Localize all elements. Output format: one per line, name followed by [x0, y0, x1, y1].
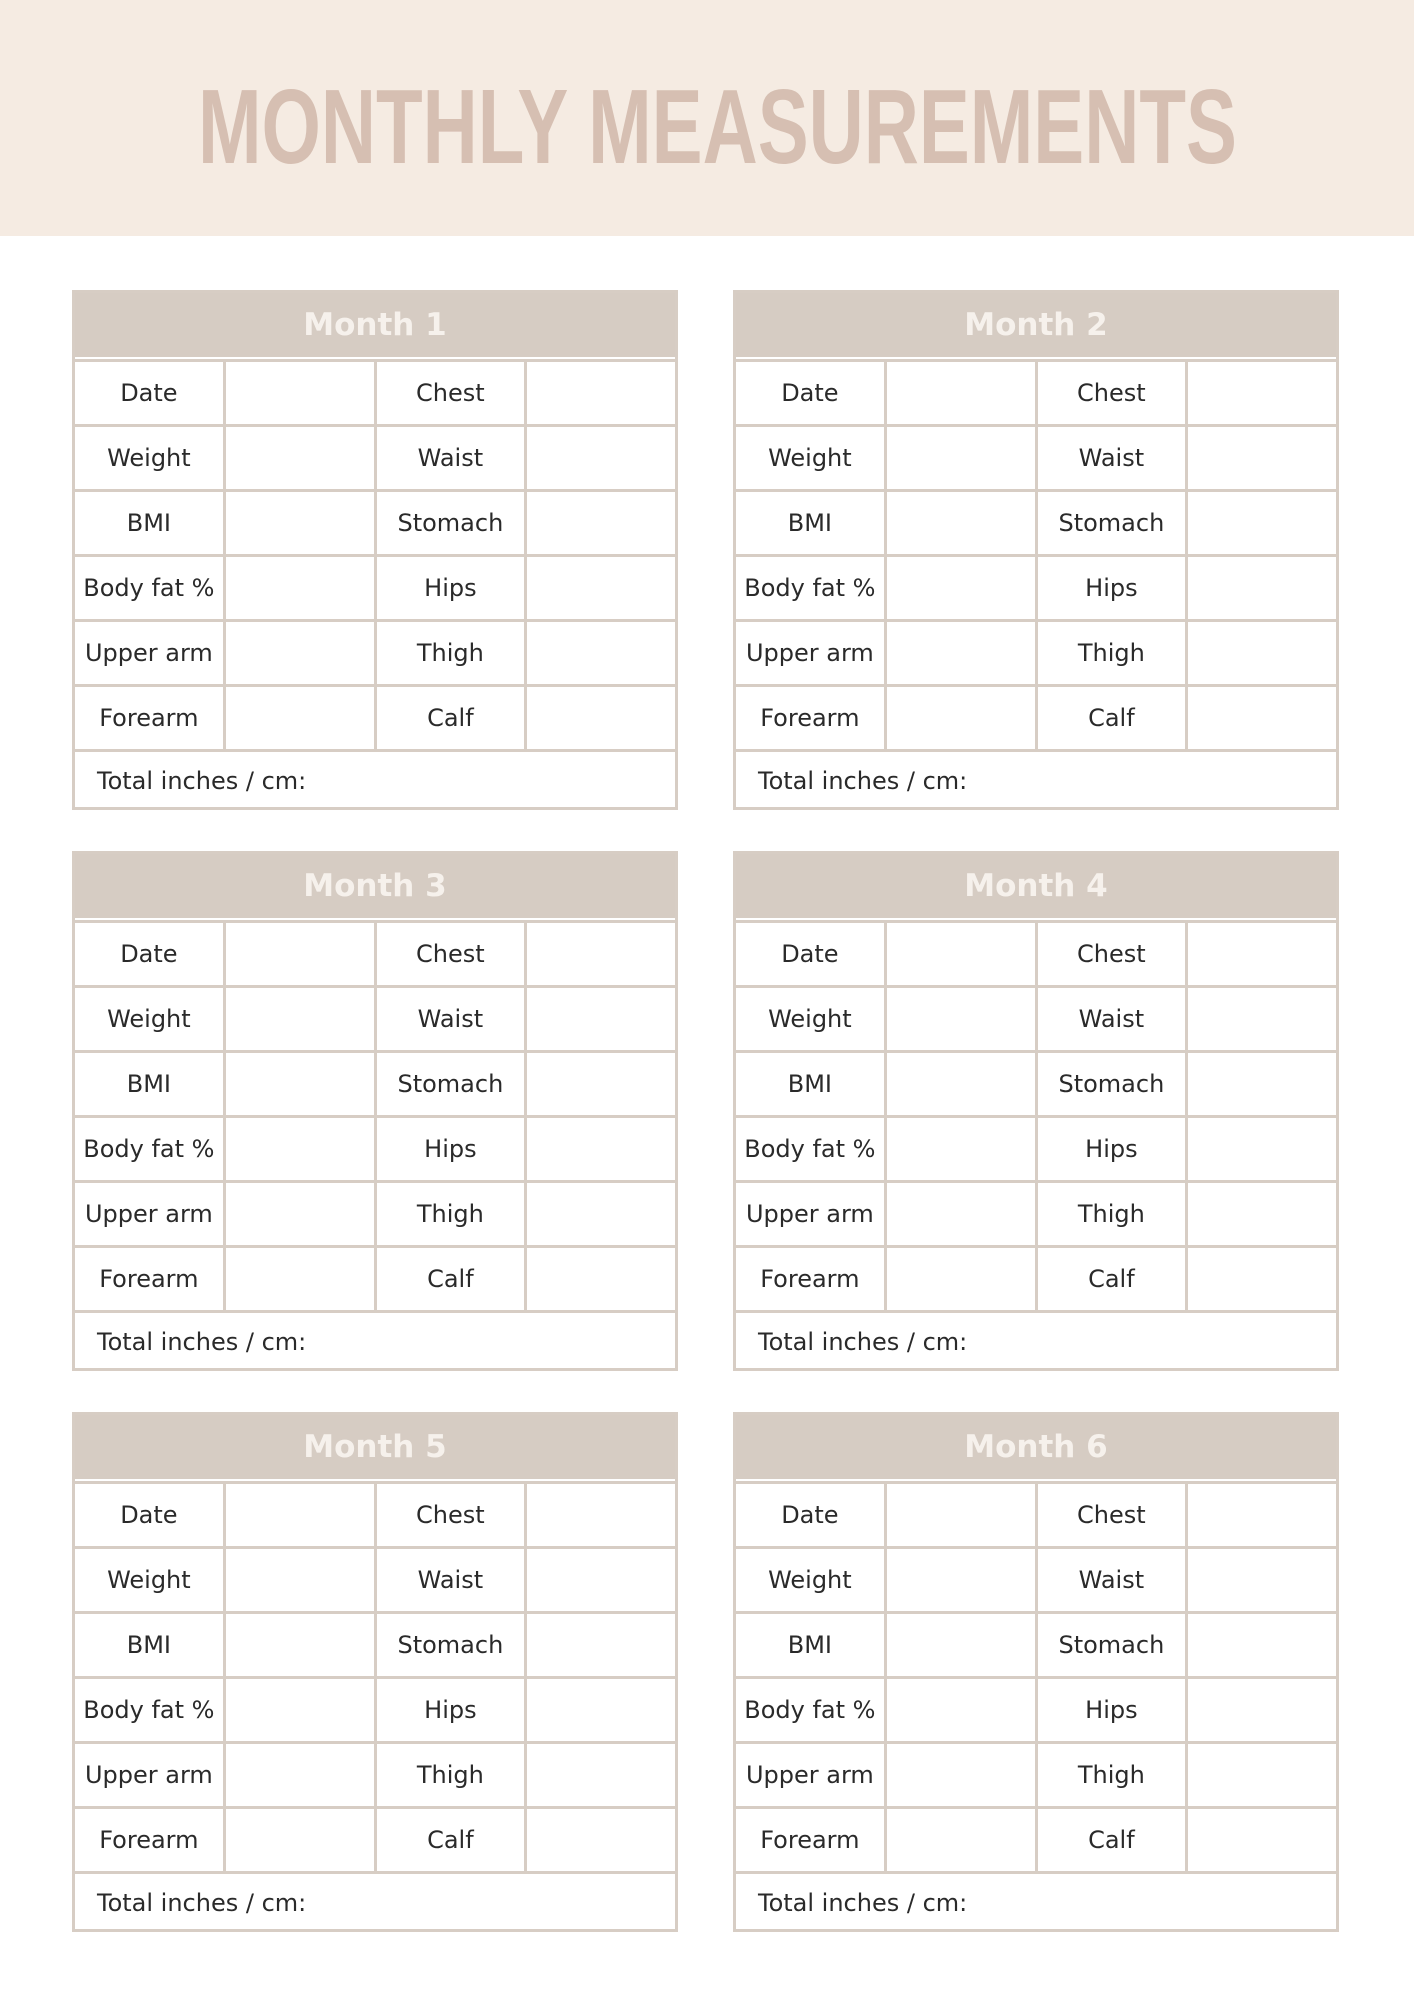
measurement-label: Forearm	[75, 687, 223, 749]
measurement-value-field[interactable]	[527, 1549, 675, 1611]
measurement-label: Thigh	[1038, 622, 1186, 684]
measurement-label: Waist	[377, 988, 525, 1050]
measurement-label: Calf	[1038, 687, 1186, 749]
measurement-label: Date	[736, 1484, 884, 1546]
measurement-value-field[interactable]	[226, 1809, 374, 1871]
measurement-value-field[interactable]	[226, 1549, 374, 1611]
measurement-value-field[interactable]	[527, 1118, 675, 1180]
measurement-label: Weight	[736, 1549, 884, 1611]
measurement-label: Stomach	[1038, 492, 1186, 554]
month-title: Month 2	[736, 293, 1336, 357]
measurement-label: Waist	[1038, 427, 1186, 489]
month-title: Month 4	[736, 854, 1336, 918]
measurement-value-field[interactable]	[226, 687, 374, 749]
measurement-value-field[interactable]	[887, 923, 1035, 985]
measurement-value-field[interactable]	[1188, 362, 1336, 424]
measurement-label: Stomach	[377, 1053, 525, 1115]
measurement-label: Chest	[377, 923, 525, 985]
measurement-value-field[interactable]	[1188, 1809, 1336, 1871]
measurement-label: Thigh	[377, 1183, 525, 1245]
measurement-label: BMI	[736, 492, 884, 554]
measurement-label: Body fat %	[75, 1679, 223, 1741]
measurement-value-field[interactable]	[887, 1183, 1035, 1245]
measurement-grid	[736, 1481, 1336, 1871]
measurement-value-field[interactable]	[1188, 1183, 1336, 1245]
measurement-value-field[interactable]	[887, 988, 1035, 1050]
measurement-label: Stomach	[1038, 1614, 1186, 1676]
measurement-label: Forearm	[736, 687, 884, 749]
measurement-value-field[interactable]	[527, 687, 675, 749]
measurement-value-field[interactable]	[887, 1248, 1035, 1310]
measurement-label: Hips	[377, 1118, 525, 1180]
measurement-value-field[interactable]	[226, 923, 374, 985]
measurement-value-field[interactable]	[1188, 622, 1336, 684]
month-title: Month 3	[75, 854, 675, 918]
month-title: Month 6	[736, 1415, 1336, 1479]
measurement-label: Upper arm	[736, 622, 884, 684]
measurement-value-field[interactable]	[226, 1118, 374, 1180]
measurement-value-field[interactable]	[226, 1248, 374, 1310]
measurement-value-field[interactable]	[226, 1053, 374, 1115]
measurement-label: Body fat %	[736, 1118, 884, 1180]
measurement-label: Calf	[377, 687, 525, 749]
measurement-value-field[interactable]	[1188, 1679, 1336, 1741]
total-inches-cm-field[interactable]: Total inches / cm:	[75, 749, 675, 810]
measurement-label: BMI	[736, 1614, 884, 1676]
measurement-label: Calf	[1038, 1248, 1186, 1310]
measurement-value-field[interactable]	[527, 1484, 675, 1546]
measurement-value-field[interactable]	[226, 427, 374, 489]
measurement-label: Stomach	[377, 1614, 525, 1676]
month-card-2	[733, 290, 1339, 810]
measurement-value-field[interactable]	[1188, 1053, 1336, 1115]
measurement-grid	[75, 359, 675, 749]
month-card-1	[72, 290, 678, 810]
measurement-label: Thigh	[1038, 1744, 1186, 1806]
measurement-value-field[interactable]	[527, 1679, 675, 1741]
measurement-label: Stomach	[377, 492, 525, 554]
measurement-label: Hips	[377, 557, 525, 619]
measurement-value-field[interactable]	[1188, 988, 1336, 1050]
measurement-value-field[interactable]	[1188, 923, 1336, 985]
measurement-label: Date	[75, 1484, 223, 1546]
measurement-label: Chest	[1038, 362, 1186, 424]
page-header	[0, 0, 1414, 236]
measurement-label: Calf	[1038, 1809, 1186, 1871]
measurement-value-field[interactable]	[226, 1183, 374, 1245]
measurement-value-field[interactable]	[1188, 687, 1336, 749]
measurement-value-field[interactable]	[887, 622, 1035, 684]
measurement-value-field[interactable]	[527, 1183, 675, 1245]
measurement-label: Thigh	[1038, 1183, 1186, 1245]
measurement-label: Weight	[75, 988, 223, 1050]
measurement-label: Calf	[377, 1248, 525, 1310]
measurement-label: Date	[736, 362, 884, 424]
month-card-4	[733, 851, 1339, 1371]
total-inches-cm-field[interactable]: Total inches / cm:	[75, 1871, 675, 1932]
measurement-value-field[interactable]	[1188, 1118, 1336, 1180]
measurement-value-field[interactable]	[1188, 557, 1336, 619]
total-inches-cm-field[interactable]: Total inches / cm:	[75, 1310, 675, 1371]
measurement-value-field[interactable]	[226, 492, 374, 554]
measurement-value-field[interactable]	[1188, 1549, 1336, 1611]
measurement-label: Forearm	[736, 1248, 884, 1310]
measurement-value-field[interactable]	[887, 1679, 1035, 1741]
measurement-label: Upper arm	[736, 1744, 884, 1806]
month-card-6	[733, 1412, 1339, 1932]
measurement-value-field[interactable]	[527, 492, 675, 554]
month-title: Month 1	[75, 293, 675, 357]
measurement-label: Waist	[1038, 1549, 1186, 1611]
measurement-value-field[interactable]	[527, 1744, 675, 1806]
measurement-value-field[interactable]	[527, 1053, 675, 1115]
total-inches-cm-field[interactable]: Total inches / cm:	[736, 749, 1336, 810]
measurement-value-field[interactable]	[226, 1744, 374, 1806]
measurement-label: BMI	[75, 492, 223, 554]
measurement-value-field[interactable]	[1188, 1614, 1336, 1676]
measurement-label: Hips	[1038, 1118, 1186, 1180]
measurement-label: Weight	[75, 427, 223, 489]
measurement-value-field[interactable]	[887, 492, 1035, 554]
page-title: MONTHLY MEASUREMENTS	[197, 68, 1237, 186]
measurement-label: Hips	[1038, 557, 1186, 619]
measurement-label: Chest	[377, 362, 525, 424]
measurement-value-field[interactable]	[887, 1053, 1035, 1115]
measurement-value-field[interactable]	[527, 557, 675, 619]
measurement-value-field[interactable]	[226, 1679, 374, 1741]
measurement-value-field[interactable]	[527, 1614, 675, 1676]
measurement-label: Upper arm	[736, 1183, 884, 1245]
total-inches-cm-field[interactable]: Total inches / cm:	[736, 1871, 1336, 1932]
measurement-label: Hips	[1038, 1679, 1186, 1741]
measurement-value-field[interactable]	[527, 1809, 675, 1871]
measurement-value-field[interactable]	[527, 923, 675, 985]
measurement-value-field[interactable]	[527, 362, 675, 424]
month-card-5	[72, 1412, 678, 1932]
measurement-label: Thigh	[377, 622, 525, 684]
measurement-value-field[interactable]	[887, 557, 1035, 619]
measurement-value-field[interactable]	[226, 988, 374, 1050]
measurement-label: Date	[75, 923, 223, 985]
measurement-value-field[interactable]	[226, 622, 374, 684]
measurement-label: Date	[736, 923, 884, 985]
measurement-value-field[interactable]	[226, 557, 374, 619]
total-inches-cm-field[interactable]: Total inches / cm:	[736, 1310, 1336, 1371]
measurement-label: Hips	[377, 1679, 525, 1741]
measurement-value-field[interactable]	[1188, 427, 1336, 489]
measurement-label: BMI	[75, 1053, 223, 1115]
month-card-3	[72, 851, 678, 1371]
measurement-label: Upper arm	[75, 1183, 223, 1245]
measurement-label: Weight	[75, 1549, 223, 1611]
measurement-label: Upper arm	[75, 1744, 223, 1806]
measurement-value-field[interactable]	[1188, 1744, 1336, 1806]
measurement-label: Waist	[1038, 988, 1186, 1050]
measurement-value-field[interactable]	[887, 687, 1035, 749]
measurement-label: Body fat %	[75, 1118, 223, 1180]
measurement-value-field[interactable]	[887, 1744, 1035, 1806]
measurement-value-field[interactable]	[1188, 1484, 1336, 1546]
measurement-label: Chest	[1038, 1484, 1186, 1546]
measurement-grid	[736, 920, 1336, 1310]
measurement-value-field[interactable]	[1188, 492, 1336, 554]
measurement-label: Forearm	[75, 1809, 223, 1871]
measurement-label: Weight	[736, 427, 884, 489]
measurement-value-field[interactable]	[527, 622, 675, 684]
measurement-label: Forearm	[736, 1809, 884, 1871]
measurement-value-field[interactable]	[226, 1484, 374, 1546]
month-title: Month 5	[75, 1415, 675, 1479]
measurement-label: BMI	[736, 1053, 884, 1115]
measurement-label: Waist	[377, 427, 525, 489]
measurement-label: Date	[75, 362, 223, 424]
measurement-value-field[interactable]	[887, 1484, 1035, 1546]
measurement-label: Weight	[736, 988, 884, 1050]
measurement-value-field[interactable]	[887, 362, 1035, 424]
measurement-label: BMI	[75, 1614, 223, 1676]
measurement-label: Chest	[1038, 923, 1186, 985]
measurement-label: Upper arm	[75, 622, 223, 684]
measurement-grid	[75, 1481, 675, 1871]
measurement-label: Calf	[377, 1809, 525, 1871]
measurement-label: Waist	[377, 1549, 525, 1611]
measurement-value-field[interactable]	[226, 362, 374, 424]
measurement-label: Body fat %	[736, 1679, 884, 1741]
measurement-value-field[interactable]	[527, 427, 675, 489]
measurement-label: Forearm	[75, 1248, 223, 1310]
measurement-value-field[interactable]	[887, 427, 1035, 489]
measurement-value-field[interactable]	[226, 1614, 374, 1676]
measurement-value-field[interactable]	[887, 1809, 1035, 1871]
measurement-grid	[736, 359, 1336, 749]
measurement-value-field[interactable]	[1188, 1248, 1336, 1310]
measurement-value-field[interactable]	[887, 1549, 1035, 1611]
measurement-label: Thigh	[377, 1744, 525, 1806]
measurement-value-field[interactable]	[527, 988, 675, 1050]
measurement-label: Stomach	[1038, 1053, 1186, 1115]
measurement-value-field[interactable]	[527, 1248, 675, 1310]
measurement-label: Body fat %	[736, 557, 884, 619]
measurement-label: Chest	[377, 1484, 525, 1546]
measurement-label: Body fat %	[75, 557, 223, 619]
measurement-value-field[interactable]	[887, 1614, 1035, 1676]
measurement-value-field[interactable]	[887, 1118, 1035, 1180]
measurement-grid	[75, 920, 675, 1310]
